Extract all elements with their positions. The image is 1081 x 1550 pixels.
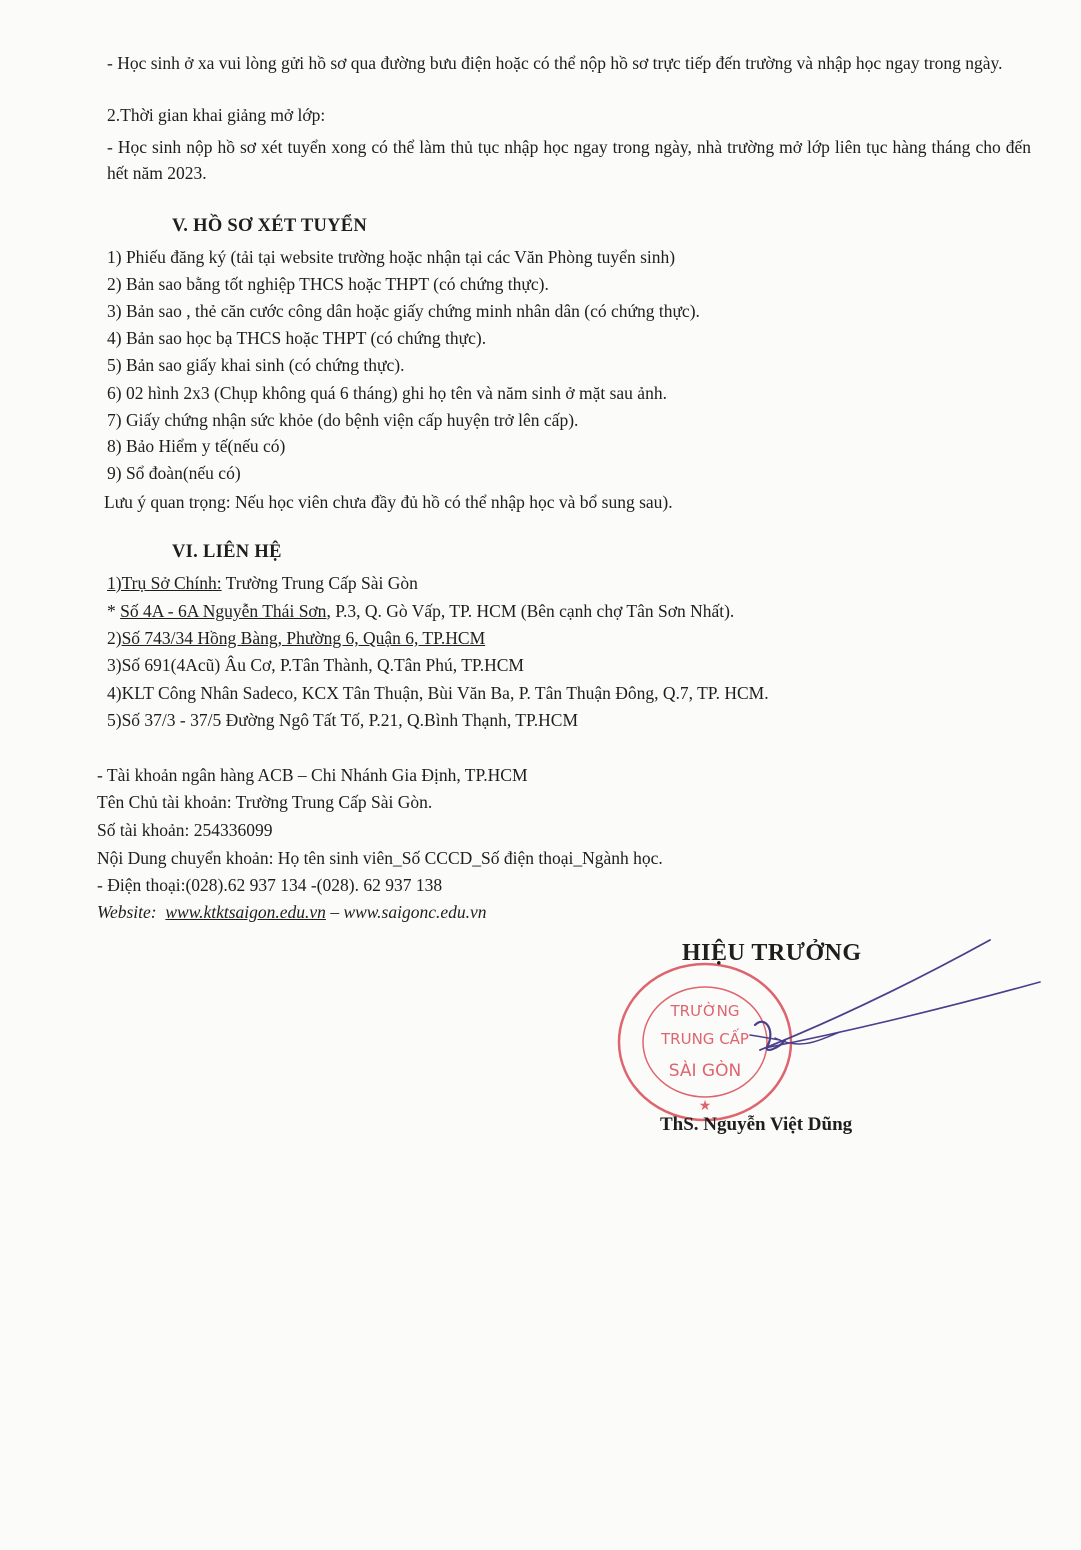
website-link-1[interactable]: www.ktktsaigon.edu.vn xyxy=(165,902,326,922)
list-item: 5) Bản sao giấy khai sinh (có chứng thực). xyxy=(107,355,405,375)
paragraph-enrollment: - Học sinh nộp hồ sơ xét tuyển xong có thể làm thủ tục nhập học ngay trong ngày, nhà trường mở lớp liên tục hàng tháng cho đến hết năm 2023. xyxy=(107,137,1031,183)
opening-schedule-heading: 2.Thời gian khai giảng mở lớp: xyxy=(107,105,326,125)
bank-account-line: - Tài khoản ngân hàng ACB – Chi Nhánh Gia Định, TP.HCM xyxy=(97,765,528,785)
address-1-rest: , P.3, Q. Gò Vấp, TP. HCM (Bên cạnh chợ Tân Sơn Nhất). xyxy=(326,601,735,621)
website-separator: – xyxy=(325,902,344,922)
paragraph-remote-students: - Học sinh ở xa vui lòng gửi hồ sơ qua đường bưu điện hoặc có thể nộp hồ sơ trực tiếp đến trường và nhập học ngay trong ngày. xyxy=(107,53,1003,73)
list-item: 9) Sổ đoàn(nếu có) xyxy=(107,463,241,483)
svg-text:★: ★ xyxy=(698,1098,712,1114)
phone-line: - Điện thoại:(028).62 937 134 -(028). 62 937 138 xyxy=(97,875,443,895)
list-item: 3) Bản sao , thẻ căn cước công dân hoặc giấy chứng minh nhân dân (có chứng thực). xyxy=(107,301,700,321)
account-number-line: Số tài khoản: 254336099 xyxy=(97,820,273,840)
stamp-text-line-2: TRUNG CẤP xyxy=(661,1030,749,1048)
stamp-text-line-1: TRƯỜNG xyxy=(670,1002,740,1020)
principal-name: ThS. Nguyễn Việt Dũng xyxy=(660,1114,853,1135)
important-note: Lưu ý quan trọng: Nếu học viên chưa đầy đủ hồ có thể nhập học và bổ sung sau). xyxy=(104,492,673,512)
list-item: 1) Phiếu đăng ký (tải tại website trường hoặc nhận tại các Văn Phòng tuyển sinh) xyxy=(107,247,676,267)
section-heading-contact: VI. LIÊN HỆ xyxy=(172,542,282,562)
address-4: 4)KLT Công Nhân Sadeco, KCX Tân Thuận, Bùi Văn Ba, P. Tân Thuận Đông, Q.7, TP. HCM. xyxy=(107,683,769,703)
address-3: 3)Số 691(4Acũ) Âu Cơ, P.Tân Thành, Q.Tân Phú, TP.HCM xyxy=(107,655,524,675)
headquarters-line xyxy=(107,570,418,596)
address-2 xyxy=(107,625,485,651)
list-item: 4) Bản sao học bạ THCS hoặc THPT (có chứng thực). xyxy=(107,328,487,348)
principal-title: HIỆU TRƯỞNG xyxy=(682,940,862,966)
list-item: 7) Giấy chứng nhận sức khỏe (do bệnh viện cấp huyện trở lên cấp). xyxy=(107,410,579,430)
headquarters-name: Trường Trung Cấp Sài Gòn xyxy=(221,573,418,593)
stamp-text-line-3: SÀI GÒN xyxy=(668,1061,742,1081)
headquarters-label: 1)Trụ Sở Chính: xyxy=(107,573,222,593)
website-link-2[interactable]: www.saigonc.edu.vn xyxy=(343,902,487,922)
list-item: 8) Bảo Hiểm y tế(nếu có) xyxy=(107,436,286,456)
address-1-street: Số 4A - 6A Nguyễn Thái Sơn xyxy=(120,601,327,621)
address-2-prefix: 2) xyxy=(107,628,122,648)
transfer-content-line: Nội Dung chuyển khoản: Họ tên sinh viên_Số CCCD_Số điện thoại_Ngành học. xyxy=(97,848,663,868)
list-item: 2) Bản sao bằng tốt nghiệp THCS hoặc THPT (có chứng thực). xyxy=(107,274,549,294)
bullet: * xyxy=(107,601,121,621)
address-2-street: Số 743/34 Hồng Bàng, Phường 6, Quận 6, TP.HCM xyxy=(121,628,486,648)
address-5: 5)Số 37/3 - 37/5 Đường Ngô Tất Tố, P.21, Q.Bình Thạnh, TP.HCM xyxy=(107,710,579,730)
address-1 xyxy=(107,598,734,624)
website-label: Website: xyxy=(97,902,157,922)
list-item: 6) 02 hình 2x3 (Chụp không quá 6 tháng) ghi họ tên và năm sinh ở mặt sau ảnh. xyxy=(107,383,667,403)
section-heading-documents: V. HỒ SƠ XÉT TUYỂN xyxy=(172,216,368,236)
website-line xyxy=(97,899,487,925)
account-owner-line: Tên Chủ tài khoản: Trường Trung Cấp Sài Gòn. xyxy=(97,792,433,812)
signature-icon xyxy=(720,920,1050,1080)
